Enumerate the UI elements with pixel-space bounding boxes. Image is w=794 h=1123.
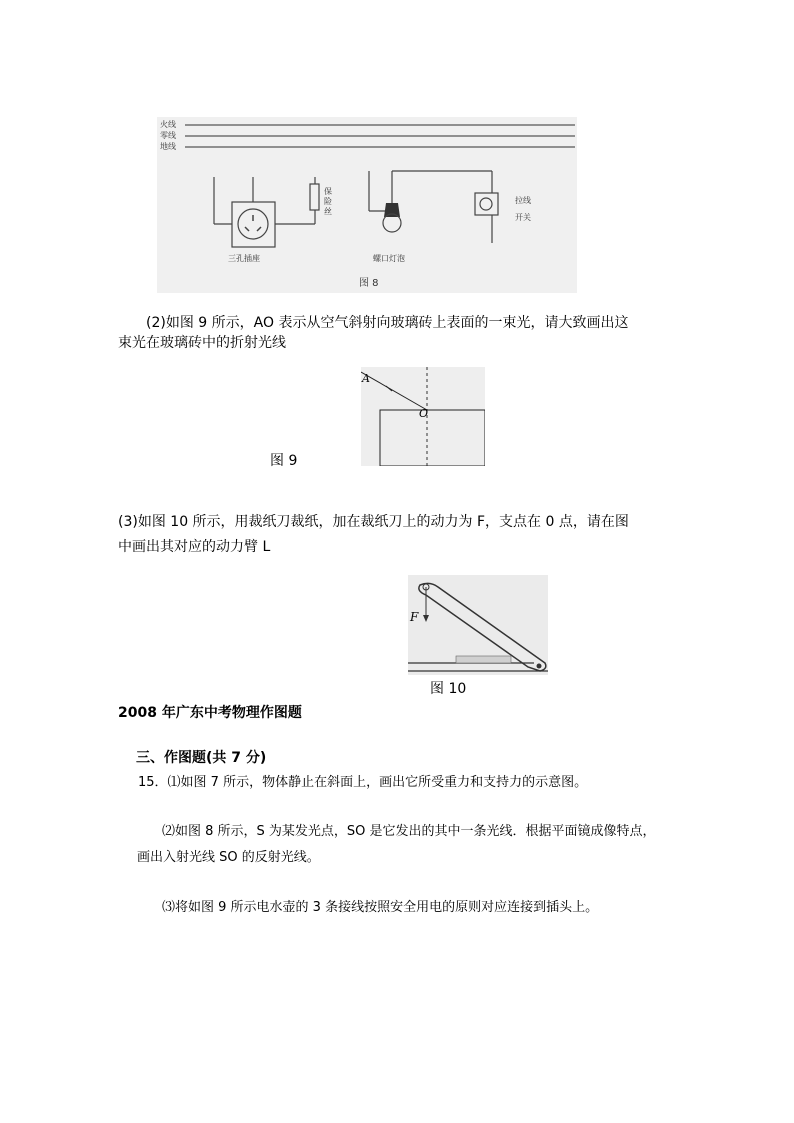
switch-label-line2: 开关 xyxy=(515,213,531,222)
q3-text-line2: 中画出其对应的动力臂 L xyxy=(118,539,271,555)
bulb-label: 螺口灯泡 xyxy=(373,254,405,263)
q15-part3-line1: ⑶将如图 9 所示电水壶的 3 条接线按照安全用电的原则对应连接到插头上。 xyxy=(162,900,599,915)
figure-8-wiring-diagram xyxy=(157,117,577,293)
section-title: 2008 年广东中考物理作图题 xyxy=(118,705,302,721)
q15-text-line1: 15．⑴如图 7 所示，物体静止在斜面上，画出它所受重力和支持力的示意图。 xyxy=(138,775,588,790)
point-a-label: A xyxy=(362,372,370,385)
wiring-drawing xyxy=(157,117,577,293)
part-title: 三、作图题(共 7 分) xyxy=(136,750,267,766)
wire-label-live: 火线 xyxy=(160,120,176,129)
q15-part2-line2: 画出入射光线 SO 的反射光线。 xyxy=(137,850,320,865)
figure-10-paper-cutter xyxy=(408,575,548,675)
wire-label-ground: 地线 xyxy=(160,142,176,151)
switch-label-line1: 拉线 xyxy=(515,196,531,205)
figure-9-caption: 图 9 xyxy=(270,453,298,469)
paper-cutter-drawing xyxy=(408,575,548,675)
wire-label-neutral: 零线 xyxy=(160,131,176,140)
q2-text-line2: 束光在玻璃砖中的折射光线 xyxy=(118,335,286,351)
point-o-label: O xyxy=(419,407,429,420)
q3-text-line1: (3)如图 10 所示，用裁纸刀裁纸，加在裁纸刀上的动力为 F，支点在 0 点，请在图 xyxy=(118,514,629,530)
force-f-label: F xyxy=(410,610,419,624)
fuse-label: 保险丝 xyxy=(324,187,332,216)
figure-8-caption: 图 8 xyxy=(359,278,379,289)
figure-10-caption: 图 10 xyxy=(430,681,467,697)
figure-9-refraction xyxy=(361,367,485,466)
q2-text-line1: (2)如图 9 所示，AO 表示从空气斜射向玻璃砖上表面的一束光，请大致画出这 xyxy=(146,315,629,331)
q15-part2-line1: ⑵如图 8 所示，S 为某发光点，SO 是它发出的其中一条光线．根据平面镜成像特点， xyxy=(162,824,656,839)
socket-label: 三孔插座 xyxy=(228,254,260,263)
